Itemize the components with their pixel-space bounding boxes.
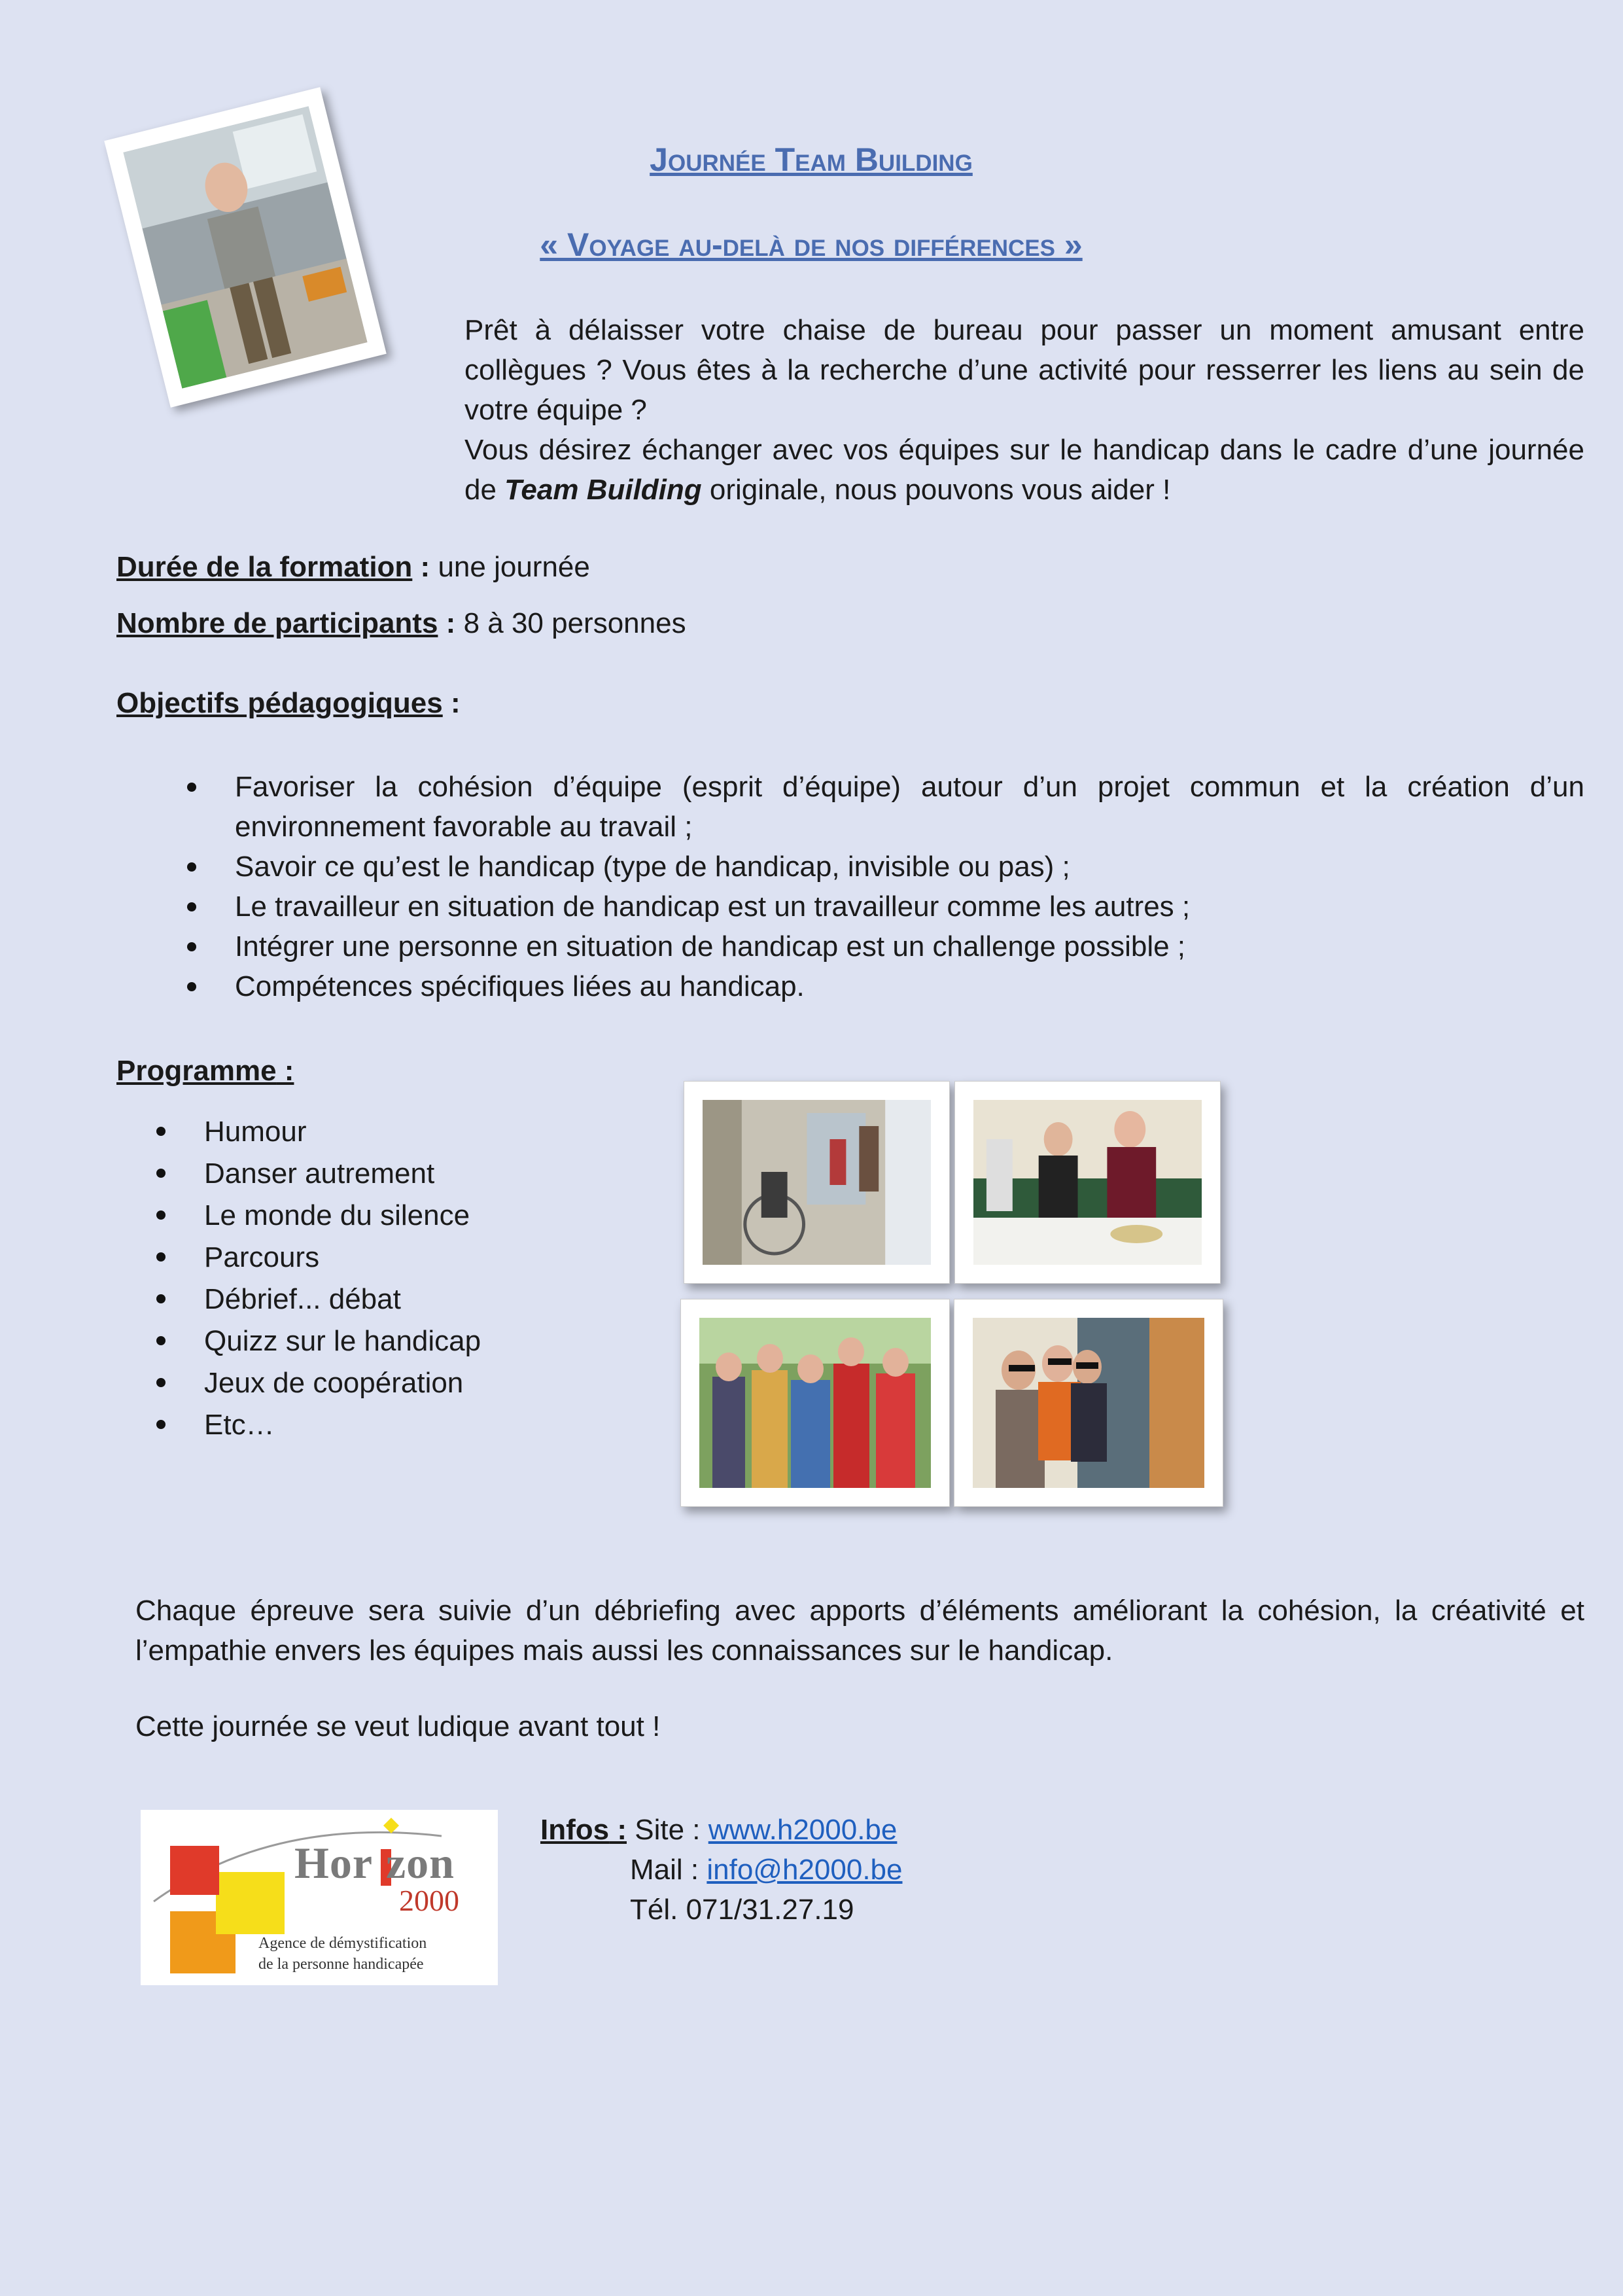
objectives-heading-text: Objectifs pédagogiques: [116, 687, 443, 719]
logo-tagline-1: Agence de démystification: [258, 1935, 427, 1952]
page-subtitle-text: « Voyage au-delà de nos différences »: [540, 226, 1083, 263]
duration-line: Durée de la formation : une journée: [116, 551, 590, 583]
contact-mail-line: [540, 1850, 903, 1890]
photo-cooking: [954, 1081, 1221, 1284]
intro-p2-end: originale, nous pouvons vous aider !: [701, 474, 1171, 506]
contact-tel-line: Tél. 071/31.27.19: [630, 1894, 854, 1926]
photo-corridor: [684, 1081, 950, 1284]
closing-paragraph-1: Chaque épreuve sera suivie d’un débriefing avec apports d’éléments améliorant la cohésion, la créativité et l’empathie envers les équipes mais aussi les connaissances sur le handicap.: [135, 1595, 1584, 1667]
objectives-heading: Objectifs pédagogiques :: [116, 687, 461, 719]
list-item: Intégrer une personne en situation de handicap est un challenge possible ;: [116, 927, 1584, 966]
list-item: Débrief... débat: [116, 1279, 574, 1320]
page-subtitle: [478, 226, 1145, 264]
intro-p2-start: Vous désirez échanger avec vos équipes sur le handicap dans le cadre d’une journée de: [464, 434, 1584, 506]
list-item: Danser autrement: [116, 1153, 574, 1195]
list-item: Parcours: [116, 1237, 574, 1279]
intro-paragraph-1: Prêt à délaisser votre chaise de bureau pour passer un moment amusant entre collègues ? Vous êtes à la recherche d’une activité pour resserrer les liens au sein de votre équipe ?: [464, 314, 1584, 426]
photo-group: [680, 1299, 950, 1507]
contact-label: Infos: [540, 1814, 610, 1846]
participants-value: 8 à 30 personnes: [463, 607, 686, 639]
programme-heading: Programme :: [116, 1055, 294, 1087]
site-link[interactable]: www.h2000.be: [708, 1814, 898, 1846]
logo-name-part-2: zon: [385, 1838, 455, 1888]
photo-blindfold: [954, 1299, 1223, 1507]
list-item: Le monde du silence: [116, 1195, 574, 1237]
logo-name-part-1: Hor: [294, 1838, 374, 1888]
mail-label: Mail :: [630, 1854, 707, 1886]
list-item: Quizz sur le handicap: [116, 1320, 574, 1362]
horizon-2000-logo: [141, 1810, 498, 1985]
intro-text: [464, 310, 1584, 510]
page-title-text: Journée Team Building: [650, 141, 973, 178]
contact-site-line: Infos : Site : www.h2000.be: [540, 1814, 898, 1846]
programme-list: [116, 1111, 574, 1446]
list-item: Etc…: [116, 1404, 574, 1446]
objectives-list: [116, 767, 1584, 1006]
page-title: [589, 141, 1034, 179]
participants-label: Nombre de participants: [116, 607, 438, 639]
list-item: Favoriser la cohésion d’équipe (esprit d’équipe) autour d’un projet commun et la création d’un environnement favorable au travail ;: [116, 767, 1584, 847]
duration-value: une journée: [438, 551, 590, 583]
participants-line: Nombre de participants : 8 à 30 personnes: [116, 607, 686, 639]
list-item: Compétences spécifiques liées au handicap.: [116, 966, 1584, 1006]
list-item: Jeux de coopération: [116, 1362, 574, 1404]
logo-name-i: [373, 1838, 386, 1888]
site-label: Site :: [635, 1814, 708, 1846]
list-item: Savoir ce qu’est le handicap (type de handicap, invisible ou pas) ;: [116, 847, 1584, 887]
intro-p2-bold: Team Building: [504, 474, 702, 506]
logo-tagline-2: de la personne handicapée: [258, 1956, 424, 1973]
intro-paragraph-2: [464, 430, 1584, 510]
mail-link[interactable]: info@h2000.be: [707, 1854, 903, 1886]
logo-tagline: [258, 1933, 427, 1975]
list-item: Le travailleur en situation de handicap est un travailleur comme les autres ;: [116, 887, 1584, 927]
contact-block: [540, 1810, 903, 1930]
list-item: Humour: [116, 1111, 574, 1153]
tilted-photo: [104, 87, 387, 408]
closing-paragraph-2: Cette journée se veut ludique avant tout !: [135, 1710, 661, 1742]
programme-heading-text: Programme: [116, 1055, 277, 1087]
logo-wordmark: [294, 1837, 455, 1889]
logo-number: 2000: [399, 1884, 459, 1917]
duration-label: Durée de la formation: [116, 551, 413, 583]
